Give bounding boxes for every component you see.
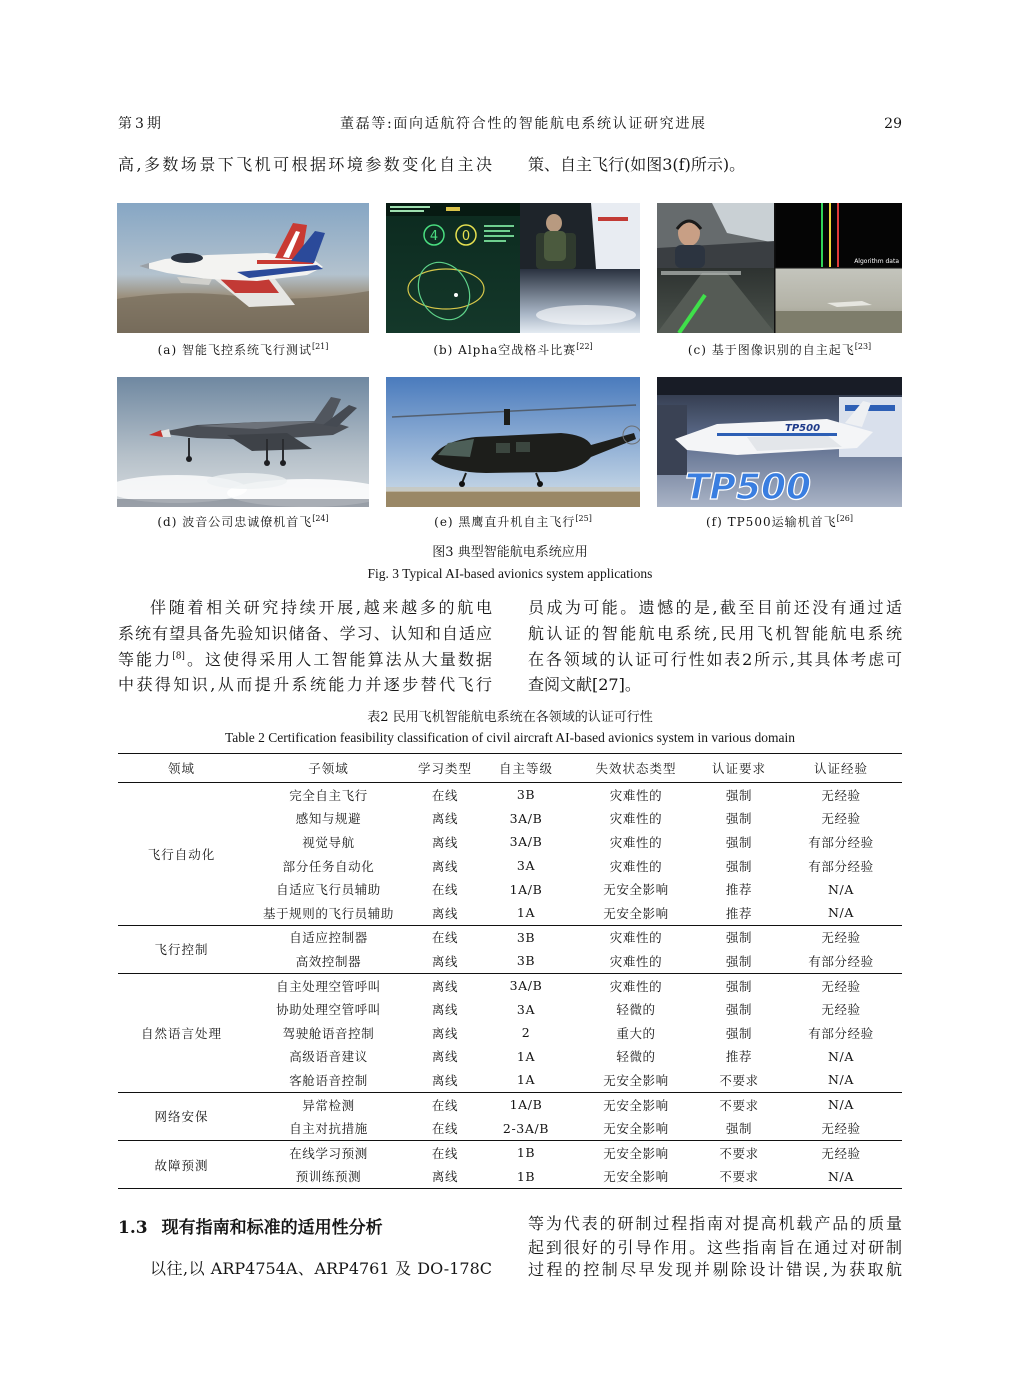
table-cell: 强制 — [725, 858, 753, 874]
table-cell: 轻微的 — [616, 1049, 656, 1065]
table-cell: 强制 — [725, 834, 753, 850]
table-cell: 推荐 — [725, 1049, 753, 1065]
citation-ref: [23] — [854, 342, 872, 351]
table-cell: 3B — [516, 787, 536, 803]
table-cell: 强制 — [725, 787, 753, 803]
paragraph-line: 系统有望具备先验知识储备、学习、认知和自适应 — [118, 624, 492, 643]
citation-ref: [8] — [172, 651, 185, 662]
figure-panel-a-jet-photo — [117, 203, 369, 333]
table-cell: N/A — [828, 905, 854, 921]
paragraph-line: 员成为可能。遗憾的是,截至目前还没有通过适 — [528, 598, 902, 617]
table-cell: 不要求 — [698, 1140, 780, 1164]
table-cell: 灾难性的 — [574, 925, 698, 949]
table-cell: 离线 — [431, 905, 459, 921]
table-cell: 在线 — [412, 925, 478, 949]
table-header-cell: 子领域 — [245, 754, 412, 783]
table-cell: 无经验 — [780, 1140, 902, 1164]
table-cell: 在线 — [431, 1121, 459, 1137]
table-cell: 部分任务自动化 — [282, 858, 375, 874]
table-cell: 1A — [516, 1072, 536, 1088]
table-cell: 1A — [516, 905, 536, 921]
certification-feasibility-table — [118, 753, 902, 1189]
table-cell: 离线 — [431, 1049, 459, 1065]
table-cell: 离线 — [431, 1169, 459, 1185]
citation-ref: [21] — [311, 342, 329, 351]
table-cell: 无安全影响 — [603, 1072, 669, 1088]
table-cell: 3B — [478, 925, 574, 949]
domain-cell: 网络安保 — [118, 1092, 245, 1140]
paragraph-line: 以往,以 ARP4754A、ARP4761 及 DO-178C — [150, 1259, 492, 1278]
table-cell: 灾难性的 — [609, 858, 663, 874]
figure-panel-e-blackhawk — [386, 377, 640, 507]
table-cell: 无安全影响 — [603, 1169, 669, 1185]
paragraph-line: 过程的控制尽早发现并剔除设计错误,为获取航 — [528, 1260, 902, 1279]
table-row — [118, 1140, 902, 1164]
table-cell: N/A — [828, 1168, 854, 1184]
table-header-cell: 自主等级 — [478, 754, 574, 783]
domain-cell: 飞行自动化 — [147, 846, 216, 862]
table-cell: 无安全影响 — [603, 1121, 669, 1137]
table-cell: 自主处理空管呼叫 — [245, 973, 412, 997]
table-cell: 视觉导航 — [302, 834, 355, 850]
table-row — [118, 973, 902, 997]
table-row — [118, 783, 902, 807]
table-cell: 离线 — [412, 973, 478, 997]
table-cell: 基于规则的飞行员辅助 — [262, 905, 394, 921]
table-cell: 不要求 — [698, 1092, 780, 1116]
table-cell: 离线 — [431, 834, 459, 850]
table-cell: 1A/B — [509, 881, 543, 897]
table-row — [118, 925, 902, 949]
table-cell: 强制 — [698, 973, 780, 997]
citation-ref: [22] — [576, 342, 593, 351]
table-cell: 轻微的 — [616, 1002, 656, 1018]
figure-caption-cn: 图3 典型智能航电系统应用 — [432, 545, 588, 560]
table-header-cell: 学习类型 — [412, 754, 478, 783]
table-cell: 3A/B — [478, 973, 574, 997]
paragraph-line: 伴随着相关研究持续开展,越来越多的航电 — [150, 598, 492, 617]
table-cell: 1A — [516, 1048, 536, 1064]
caption-panel-c: (c) 基于图像识别的自主起飞[23] — [687, 342, 872, 357]
table-header-cell: 失效状态类型 — [574, 754, 698, 783]
caption-panel-a: (a) 智能飞控系统飞行测试[21] — [157, 342, 329, 357]
journal-issue: 第3期 — [118, 116, 164, 132]
table-cell: 在线 — [431, 787, 459, 803]
table-cell: 灾难性的 — [574, 973, 698, 997]
domain-cell: 自然语言处理 — [118, 973, 245, 1092]
domain-cell: 故障预测 — [118, 1140, 245, 1188]
table-cell: 客舱语音控制 — [289, 1072, 368, 1088]
table-cell: 推荐 — [725, 882, 753, 898]
figure-panel-c-vision-takeoff — [657, 203, 902, 333]
table-cell: 不要求 — [719, 1169, 759, 1185]
paragraph-line: 等为代表的研制过程指南对提高机载产品的质量 — [528, 1214, 902, 1233]
table-cell: 有部分经验 — [808, 858, 874, 874]
table-cell: 强制 — [725, 1025, 753, 1041]
table-cell: 3A — [516, 1001, 536, 1017]
intro-left-line: 高,多数场景下飞机可根据环境参数变化自主决 — [118, 155, 492, 174]
tp500-display-lettering: TP500 — [685, 467, 812, 507]
table-cell: N/A — [828, 881, 854, 897]
table-cell: 无安全影响 — [603, 905, 669, 921]
section-title: 现有指南和标准的适用性分析 — [161, 1218, 383, 1238]
table-cell: 有部分经验 — [808, 1025, 874, 1041]
table-cell: 无经验 — [821, 811, 861, 827]
table-cell: 在线 — [412, 1140, 478, 1164]
table-caption-cn: 表2 民用飞机智能航电系统在各领域的认证可行性 — [367, 710, 653, 725]
table-cell: 强制 — [725, 953, 753, 969]
table-cell: 预训练预测 — [295, 1169, 362, 1185]
table-cell: 推荐 — [725, 905, 753, 921]
table-cell: 无经验 — [780, 973, 902, 997]
table-cell: 感知与规避 — [295, 811, 362, 827]
caption-panel-e: (e) 黑鹰直升机自主飞行[25] — [434, 514, 592, 529]
table-cell: 强制 — [725, 1121, 753, 1137]
table-cell: 驾驶舱语音控制 — [282, 1025, 375, 1041]
table-cell: 强制 — [725, 1002, 753, 1018]
caption-panel-b: (b) Alpha空战格斗比赛[22] — [433, 342, 593, 357]
table-cell: 完全自主飞行 — [289, 787, 368, 803]
table-cell: N/A — [780, 1092, 902, 1116]
section-heading — [118, 1216, 383, 1240]
citation-ref: [26] — [836, 514, 854, 523]
figure-panel-b-dogfight-screens — [386, 203, 640, 333]
paragraph-line: 起到很好的引导作用。这些指南旨在通过对研制 — [528, 1238, 902, 1257]
paragraph-line: 中获得知识,从而提升系统能力并逐步替代飞行 — [118, 675, 492, 694]
table-cell: 1B — [478, 1140, 574, 1164]
table-cell: 1A/B — [478, 1092, 574, 1116]
table-caption-en: Table 2 Certification feasibility classification of civil aircraft AI-based avionics system in various domain — [224, 730, 795, 745]
table-cell: 协助处理空管呼叫 — [276, 1002, 381, 1018]
intro-right-line: 策、自主飞行(如图3(f)所示)。 — [528, 155, 746, 174]
table-cell: 离线 — [431, 1072, 459, 1088]
table-header-cell: 认证要求 — [698, 754, 780, 783]
table-cell: 高效控制器 — [295, 953, 362, 969]
table-cell: 离线 — [431, 858, 459, 874]
table-cell: 3A/B — [509, 834, 543, 850]
table-cell: 灾难性的 — [609, 787, 663, 803]
domain-cell: 飞行控制 — [118, 925, 245, 973]
table-cell: 不要求 — [719, 1072, 759, 1088]
table-cell: 2-3A/B — [502, 1120, 550, 1136]
table-cell: 离线 — [431, 811, 459, 827]
table-cell: 离线 — [431, 1025, 459, 1041]
table-cell: 无经验 — [821, 787, 861, 803]
paragraph-line: 在各领域的认证可行性如表2所示,其具体考虑可 — [528, 650, 902, 669]
fuselage-label: TP500 — [785, 423, 821, 434]
table-header-cell: 认证经验 — [780, 754, 902, 783]
table-cell: 离线 — [431, 953, 459, 969]
caption-panel-f: (f) TP500运输机首飞[26] — [705, 514, 854, 529]
section-number: 1.3 — [118, 1218, 148, 1238]
caption-panel-d: (d) 波音公司忠诚僚机首飞[24] — [157, 514, 329, 529]
table-cell: 在线 — [412, 1092, 478, 1116]
table-cell: 3A/B — [509, 810, 543, 826]
table-cell: 无安全影响 — [574, 1092, 698, 1116]
table-cell: 无经验 — [821, 1121, 861, 1137]
table-cell: 自适应控制器 — [245, 925, 412, 949]
table-cell: 灾难性的 — [609, 834, 663, 850]
table-cell: 灾难性的 — [609, 811, 663, 827]
figure-panel-d-loyal-wingman — [117, 377, 369, 507]
figure-caption-en: Fig. 3 Typical AI-based avionics system applications — [367, 566, 653, 581]
table-cell: 自主对抗措施 — [289, 1121, 368, 1137]
running-title: 董磊等:面向适航符合性的智能航电系统认证研究进展 — [340, 116, 705, 132]
citation-ref: [25] — [575, 514, 592, 523]
table-header-row — [118, 754, 902, 783]
table-cell: 高级语音建议 — [289, 1049, 368, 1065]
table-cell: 3B — [516, 953, 536, 969]
table-cell: 自适应飞行员辅助 — [276, 882, 381, 898]
table-cell: 无安全影响 — [603, 882, 669, 898]
table-cell: 在线 — [431, 882, 459, 898]
table-cell: 无经验 — [821, 1002, 861, 1018]
paragraph-line: 等能力[8]。这使得采用人工智能算法从大量数据 — [118, 650, 492, 669]
paragraph-line: 航认证的智能航电系统,民用飞机智能航电系统 — [528, 624, 902, 643]
algorithm-data-label: Algorithm data — [854, 258, 899, 265]
table-cell: N/A — [828, 1048, 854, 1064]
table-header-cell: 领域 — [118, 754, 245, 783]
table-cell: 强制 — [725, 811, 753, 827]
table-cell: 在线学习预测 — [245, 1140, 412, 1164]
table-row — [118, 1092, 902, 1116]
table-cell: 有部分经验 — [808, 834, 874, 850]
figure-panel-f-tp500 — [657, 377, 902, 507]
table-cell: 1B — [516, 1168, 536, 1184]
table-cell: 离线 — [431, 1002, 459, 1018]
table-cell: 2 — [521, 1025, 531, 1041]
table-cell: 无安全影响 — [574, 1140, 698, 1164]
score-right: 0 — [461, 229, 471, 244]
citation-ref: [24] — [312, 514, 329, 523]
score-left: 4 — [429, 229, 439, 244]
table-cell: 无经验 — [780, 925, 902, 949]
table-cell: 灾难性的 — [609, 953, 663, 969]
table-cell: 异常检测 — [245, 1092, 412, 1116]
paragraph-line: 查阅文献[27]。 — [528, 675, 641, 694]
table-cell: 有部分经验 — [808, 953, 874, 969]
page-number: 29 — [884, 116, 902, 132]
table-cell: N/A — [828, 1072, 854, 1088]
table-cell: 3A — [516, 858, 536, 874]
table-cell: 强制 — [698, 925, 780, 949]
table-cell: 重大的 — [616, 1025, 656, 1041]
